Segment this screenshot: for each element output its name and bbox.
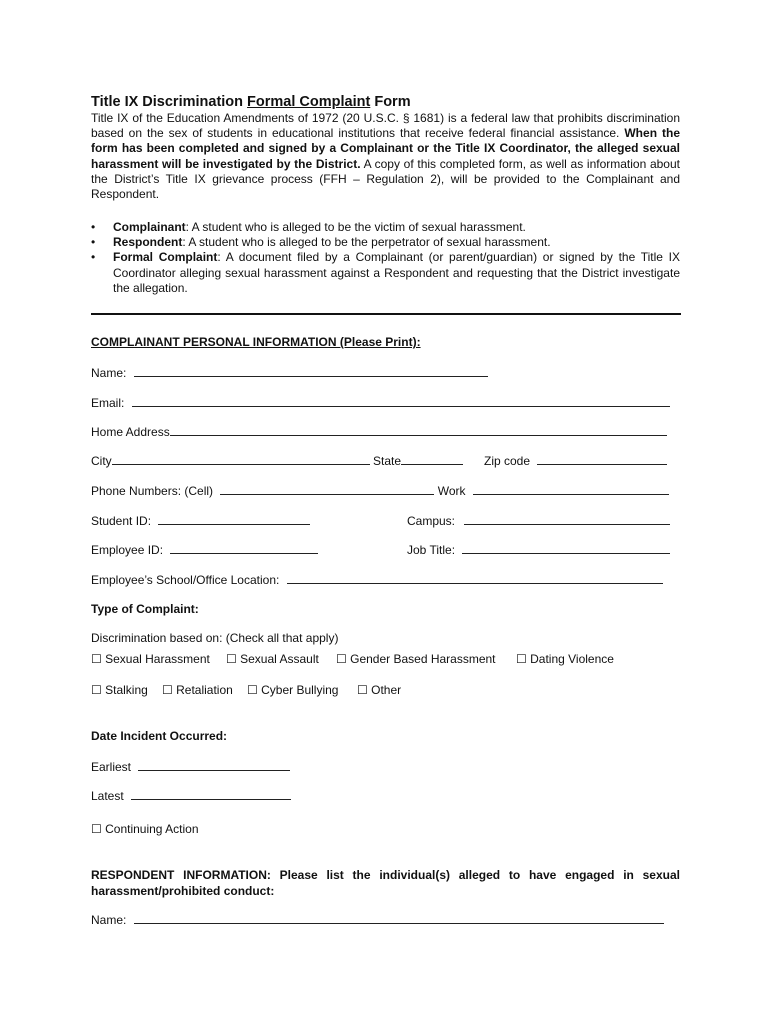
checkbox-label: Stalking — [105, 683, 148, 697]
earliest-label: Earliest — [91, 760, 132, 774]
earliest-row — [91, 759, 290, 775]
school-location-row — [91, 572, 663, 588]
definitions-list — [91, 220, 680, 296]
checkbox-icon[interactable]: ☐ — [226, 652, 237, 666]
checkbox-sexual-assault[interactable] — [226, 652, 319, 667]
definition-term: Respondent — [113, 235, 183, 250]
intro-bold-text: When the form has been completed and signed by a Complainant or the Title IX Coordinator, the alleged sexual harassment will be investigated by the District. — [91, 126, 680, 171]
section-divider — [91, 313, 681, 315]
work-phone-field[interactable] — [473, 483, 669, 495]
zip-label: Zip code — [484, 454, 531, 468]
bullet-icon: • — [91, 250, 96, 265]
checkbox-label: Retaliation — [176, 683, 233, 697]
email-row — [91, 395, 670, 411]
home-address-row — [91, 424, 667, 440]
checkbox-icon[interactable]: ☐ — [91, 822, 102, 836]
title-part-3: Form — [370, 94, 411, 110]
respondent-name-row — [91, 912, 664, 928]
name-field[interactable] — [134, 365, 488, 377]
zip-field[interactable] — [537, 453, 667, 465]
phone-cell-field[interactable] — [220, 483, 434, 495]
checkbox-icon[interactable]: ☐ — [91, 683, 102, 697]
definition-complainant — [91, 220, 680, 235]
title-part-2: Formal Complaint — [247, 94, 371, 110]
checkbox-label: Sexual Harassment — [105, 652, 210, 666]
definition-formal-complaint — [91, 250, 680, 296]
earliest-date-field[interactable] — [138, 759, 290, 771]
page-title — [91, 93, 411, 111]
zip-row — [484, 453, 667, 469]
student-id-field[interactable] — [158, 513, 310, 525]
definition-term: Complainant — [113, 220, 186, 234]
checkbox-icon[interactable]: ☐ — [516, 652, 527, 666]
definition-term: Formal Complaint — [113, 250, 218, 265]
bullet-icon: • — [91, 235, 96, 250]
campus-row — [407, 513, 670, 529]
state-label: State — [373, 454, 402, 468]
definition-text: : A document filed by a Complainant (or parent/guardian) or signed by the Title IX Coordinator alleging sexual harassment against a Respondent and requesting that the District investigate the allegation. — [113, 250, 680, 295]
checkbox-icon[interactable]: ☐ — [336, 652, 347, 666]
school-location-field[interactable] — [287, 572, 663, 584]
work-phone-label: Work — [437, 484, 466, 498]
checkbox-label: Other — [371, 683, 402, 697]
phone-row — [91, 483, 669, 499]
definition-text: : A student who is alleged to be the perpetrator of sexual harassment. — [182, 235, 551, 250]
student-id-row — [91, 513, 310, 529]
name-row — [91, 365, 488, 381]
checkbox-continuing-action[interactable] — [91, 822, 199, 837]
intro-text-1: Title IX of the Education Amendments of 1972 (20 U.S.C. § 1681) is a federal law that prohibits discrimination based on the sex of students in educational institutions that receive federal financial assistance. — [91, 111, 680, 141]
checkbox-icon[interactable]: ☐ — [247, 683, 258, 697]
job-title-label: Job Title: — [407, 543, 456, 557]
respondent-heading: RESPONDENT INFORMATION: Please list the individual(s) alleged to have engaged in sexual harassment/prohibited conduct: — [91, 868, 680, 898]
latest-date-field[interactable] — [131, 788, 291, 800]
title-part-1: Title IX Discrimination — [91, 94, 248, 110]
intro-text-2: A copy of this completed form, as well as information about the District’s Title IX grievance process (FFH – Regulation 2), will be provided to the Complainant and Respondent. — [91, 156, 680, 202]
job-title-row — [407, 542, 670, 558]
checkbox-cyber-bullying[interactable] — [247, 683, 338, 698]
school-location-label: Employee’s School/Office Location: — [91, 573, 280, 587]
respondent-name-label: Name: — [91, 913, 127, 927]
bullet-icon: • — [91, 220, 96, 234]
checkbox-label: Sexual Assault — [240, 652, 319, 666]
city-row — [91, 453, 463, 469]
home-address-label: Home Address — [91, 425, 170, 439]
campus-label: Campus: — [407, 514, 456, 528]
name-label: Name: — [91, 366, 127, 380]
student-id-label: Student ID: — [91, 514, 152, 528]
definition-respondent — [91, 235, 680, 250]
phone-cell-label: Phone Numbers: (Cell) — [91, 484, 214, 498]
checkbox-label: Dating Violence — [530, 652, 614, 666]
latest-label: Latest — [91, 789, 124, 803]
employee-id-row — [91, 542, 318, 558]
email-label: Email: — [91, 396, 125, 410]
complaint-type-instruction: Discrimination based on: (Check all that apply) — [91, 631, 339, 645]
checkbox-label: Gender Based Harassment — [350, 652, 496, 666]
definition-text: : A student who is alleged to be the victim of sexual harassment. — [185, 220, 526, 234]
checkbox-stalking[interactable] — [91, 683, 148, 698]
checkbox-icon[interactable]: ☐ — [162, 683, 173, 697]
latest-row — [91, 788, 291, 804]
complaint-type-heading: Type of Complaint: — [91, 602, 199, 616]
checkbox-gender-based-harassment[interactable] — [336, 652, 496, 667]
checkbox-label: Continuing Action — [105, 822, 199, 836]
job-title-field[interactable] — [462, 542, 670, 554]
home-address-field[interactable] — [170, 424, 667, 436]
city-label: City — [91, 454, 112, 468]
complainant-heading: COMPLAINANT PERSONAL INFORMATION (Please Print): — [91, 335, 421, 349]
email-field[interactable] — [132, 395, 670, 407]
checkbox-sexual-harassment[interactable] — [91, 652, 210, 667]
intro-paragraph — [91, 111, 680, 202]
checkbox-dating-violence[interactable] — [516, 652, 614, 667]
checkbox-icon[interactable]: ☐ — [357, 683, 368, 697]
checkbox-icon[interactable]: ☐ — [91, 652, 102, 666]
checkbox-label: Cyber Bullying — [261, 683, 339, 697]
checkbox-retaliation[interactable] — [162, 683, 233, 698]
respondent-name-field[interactable] — [134, 912, 664, 924]
city-field[interactable] — [112, 453, 370, 465]
incident-date-heading: Date Incident Occurred: — [91, 729, 228, 743]
checkbox-other[interactable] — [357, 683, 401, 698]
state-field[interactable] — [401, 453, 463, 465]
campus-field[interactable] — [464, 513, 670, 525]
employee-id-label: Employee ID: — [91, 543, 164, 557]
employee-id-field[interactable] — [170, 542, 318, 554]
